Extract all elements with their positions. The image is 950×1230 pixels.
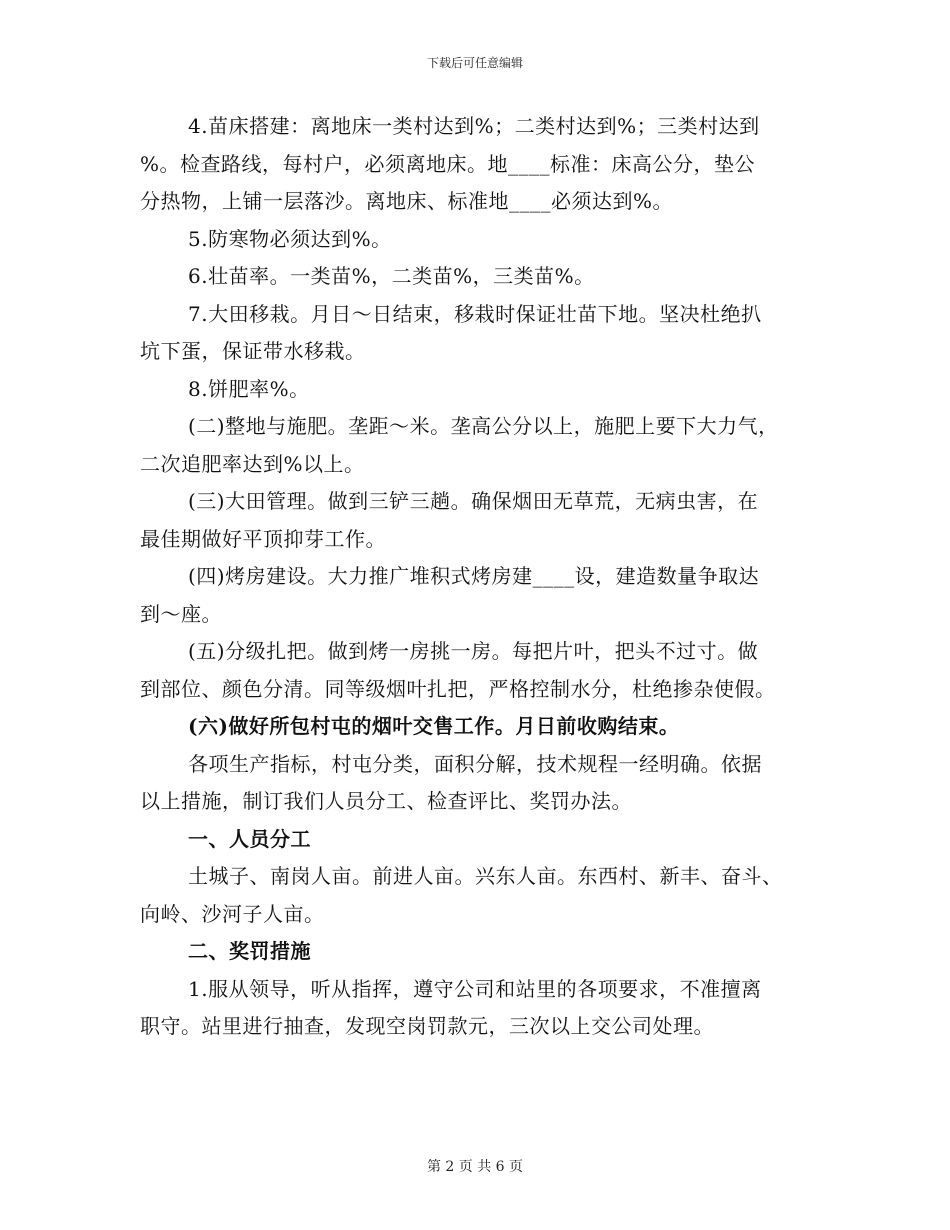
section-heading-line: (六)做好所包村屯的烟叶交售工作。月日前收购结束。 — [188, 714, 680, 738]
paragraph-line: 8.饼肥率%。 — [188, 376, 310, 401]
paragraph-line: 5.防寒物必须达到%。 — [188, 226, 392, 251]
paragraph-line: %。检查路线，每村户，必须离地床。地____标准：床高公分，垫公 — [140, 151, 756, 176]
paragraph-line: 到部位、颜色分清。同等级烟叶扎把，严格控制水分，杜绝掺杂使假。 — [140, 676, 776, 701]
paragraph-line: (二)整地与施肥。垄距～米。垄高公分以上，施肥上要下大力气， — [188, 414, 779, 438]
paragraph-line: 到～座。 — [140, 601, 222, 626]
paragraph-line: 分热物，上铺一层落沙。离地床、标准地____必须达到%。 — [140, 189, 674, 213]
paragraph-line: 土城子、南岗人亩。前进人亩。兴东人亩。东西村、新丰、奋斗、 — [188, 864, 783, 888]
paragraph-line: 7.大田移栽。月日～日结束，移栽时保证壮苗下地。坚决杜绝扒 — [188, 301, 762, 326]
paragraph-line: (五)分级扎把。做到烤一房挑一房。每把片叶，把头不过寸。做 — [188, 639, 759, 663]
paragraph-line: 以上措施，制订我们人员分工、检查评比、奖罚办法。 — [140, 789, 632, 813]
paragraph-line: 二次追肥率达到%以上。 — [140, 451, 365, 476]
section-heading-line: 二、奖罚措施 — [188, 939, 311, 963]
paragraph-line: 4.苗床搭建：离地床一类村达到%；二类村达到%；三类村达到 — [188, 114, 760, 138]
paragraph-line: 职守。站里进行抽查，发现空岗罚款元，三次以上交公司处理。 — [140, 1014, 714, 1038]
page-header: 下载后可任意编辑 — [426, 56, 523, 70]
document-body — [140, 108, 812, 1046]
paragraph-line: (四)烤房建设。大力推广堆积式烤房建____设，建造数量争取达 — [188, 564, 760, 588]
page-footer: 第 2 页 共 6 页 — [426, 1159, 524, 1175]
paragraph-line: 6.壮苗率。一类苗%，二类苗%，三类苗%。 — [188, 264, 595, 288]
paragraph-line: 坑下蛋，保证带水移栽。 — [140, 339, 366, 363]
paragraph-line: 向岭、沙河子人亩。 — [140, 901, 325, 926]
paragraph-line: 最佳期做好平顶抑芽工作。 — [140, 526, 386, 551]
paragraph-line: (三)大田管理。做到三铲三趟。确保烟田无草荒，无病虫害，在 — [188, 489, 759, 513]
paragraph-line: 1.服从领导，听从指挥，遵守公司和站里的各项要求，不准擅离 — [188, 976, 762, 1001]
paragraph-line: 各项生产指标，村屯分类，面积分解，技术规程一经明确。依据 — [188, 751, 762, 776]
section-heading-line: 一、人员分工 — [188, 826, 311, 851]
